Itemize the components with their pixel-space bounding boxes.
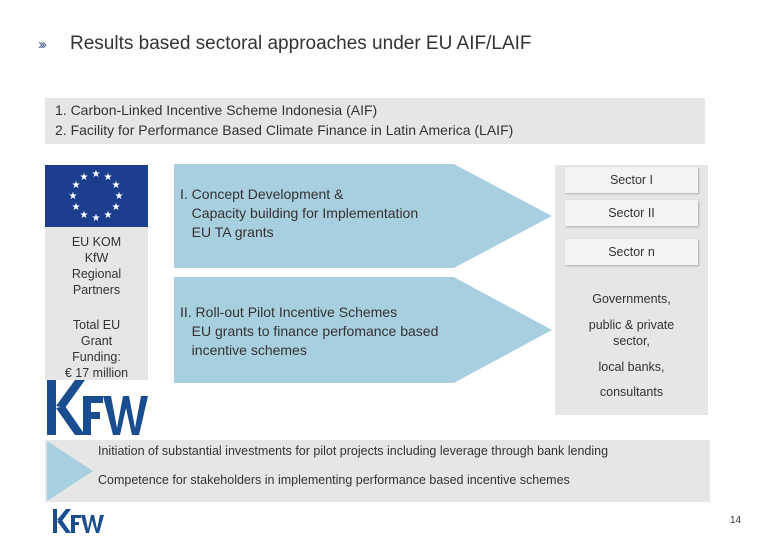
svg-text:★: ★ (91, 169, 101, 180)
svg-text:★: ★ (79, 210, 89, 221)
phase-two-line: II. Roll-out Pilot Incentive Schemes (180, 304, 398, 320)
svg-text:★: ★ (111, 202, 121, 213)
funding-line: € 17 million (64, 366, 129, 380)
svg-text:★: ★ (71, 180, 81, 191)
phase-two-line: incentive schemes (180, 342, 307, 358)
title-chevron-icon: ››› (38, 36, 44, 53)
kfw-logo-icon (45, 378, 148, 438)
sector-pill: Sector I (565, 167, 698, 193)
program-item-laif: 2. Facility for Performance Based Climate Finance in Latin America (LAIF) (55, 122, 514, 138)
stakeholder-line: local banks, (598, 360, 665, 374)
svg-text:★: ★ (91, 213, 101, 224)
stakeholder-line: Governments, (592, 292, 671, 306)
page-title: Results based sectoral approaches under EU AIF/LAIF (70, 33, 532, 54)
funding-line: Funding: (72, 350, 121, 364)
funding-label (45, 317, 148, 381)
sector-panel (555, 165, 708, 415)
phase-two-line: EU grants to finance perfomance based (180, 323, 439, 339)
svg-text:★: ★ (71, 202, 81, 213)
eu-flag-icon (45, 165, 148, 227)
partners-label (45, 234, 148, 298)
partner-line: KfW (84, 251, 109, 265)
page-number: 14 (730, 515, 742, 526)
partner-line: Regional (71, 267, 122, 281)
stakeholder-line: public & private (588, 318, 675, 332)
phase-one-line: I. Concept Development & (180, 186, 344, 202)
phase-one-line: EU TA grants (180, 224, 274, 240)
stakeholder-line: consultants (599, 385, 664, 399)
outcome-line: Competence for stakeholders in implementing performance based incentive schemes (98, 473, 570, 487)
svg-text:★: ★ (111, 180, 121, 191)
sector-pill: Sector n (565, 239, 698, 265)
partner-line: EU KOM (71, 235, 122, 249)
program-item-aif: 1. Carbon-Linked Incentive Scheme Indonesia (AIF) (55, 102, 378, 118)
partner-line: Partners (72, 283, 121, 297)
phase-one-line: Capacity building for Implementation (180, 205, 419, 221)
svg-text:★: ★ (114, 191, 124, 202)
svg-text:★: ★ (103, 210, 113, 221)
sector-pill: Sector II (565, 200, 698, 226)
footer-kfw-logo-icon (52, 508, 104, 534)
program-list (45, 98, 705, 144)
funding-line: Total EU (72, 318, 121, 332)
phase-two-text (180, 303, 438, 360)
svg-text:★: ★ (79, 172, 89, 183)
svg-text:★: ★ (68, 191, 78, 202)
stakeholder-line: sector, (613, 334, 650, 348)
svg-text:★: ★ (103, 172, 113, 183)
outcome-line: Initiation of substantial investments for pilot projects including leverage through bank lending (98, 444, 609, 458)
funding-line: Grant (80, 334, 113, 348)
phase-one-text (180, 185, 418, 242)
